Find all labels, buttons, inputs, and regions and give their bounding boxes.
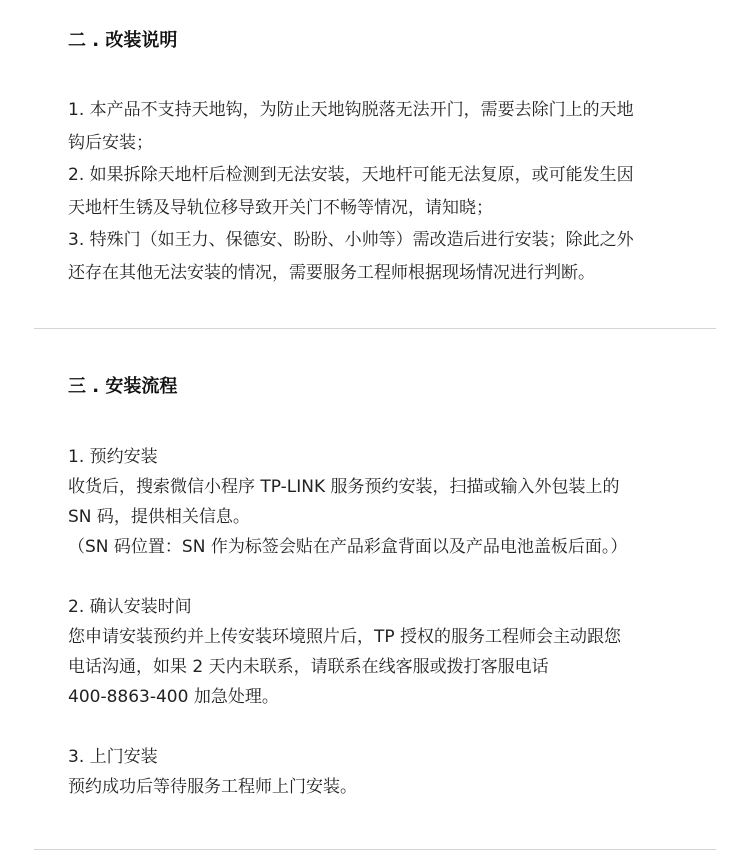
modification-line-5: 3. 特殊门（如王力、保德安、盼盼、小帅等）需改造后进行安装；除此之外 <box>68 230 634 250</box>
section-title-modification: 二 . 改装说明 <box>68 30 178 51</box>
step-2-line-2: 电话沟通，如果 2 天内未联系，请联系在线客服或拨打客服电话 <box>68 657 549 677</box>
modification-line-3: 2. 如果拆除天地杆后检测到无法安装，天地杆可能无法复原，或可能发生因 <box>68 165 634 185</box>
modification-line-4: 天地杆生锈及导轨位移导致开关门不畅等情况，请知晓； <box>68 197 493 218</box>
modification-line-2: 钩后安装； <box>68 132 153 153</box>
section-divider <box>34 328 716 329</box>
modification-notes <box>68 94 708 289</box>
step-1-line-1: 收货后，搜索微信小程序 TP-LINK 服务预约安装，扫描或输入外包装上的 <box>68 477 620 497</box>
process-step-1 <box>68 442 708 562</box>
step-1-line-3: （SN 码位置：SN 作为标签会贴在产品彩盒背面以及产品电池盖板后面。） <box>68 537 628 557</box>
section-title-process: 三 . 安装流程 <box>68 376 178 397</box>
step-2-line-1: 您申请安装预约并上传安装环境照片后，TP 授权的服务工程师会主动跟您 <box>68 627 622 647</box>
step-1-heading: 1. 预约安装 <box>68 447 158 467</box>
process-step-2 <box>68 592 708 712</box>
step-2-heading: 2. 确认安装时间 <box>68 597 192 617</box>
modification-line-1: 1. 本产品不支持天地钩，为防止天地钩脱落无法开门，需要去除门上的天地 <box>68 100 634 120</box>
step-2-line-3: 400-8863-400 加急处理。 <box>68 687 279 707</box>
modification-line-6: 还存在其他无法安装的情况，需要服务工程师根据现场情况进行判断。 <box>68 262 595 283</box>
step-3-line-1: 预约成功后等待服务工程师上门安装。 <box>68 777 357 797</box>
process-step-3 <box>68 742 708 802</box>
step-1-line-2: SN 码，提供相关信息。 <box>68 507 250 527</box>
bottom-divider <box>34 849 716 850</box>
step-3-heading: 3. 上门安装 <box>68 747 158 767</box>
